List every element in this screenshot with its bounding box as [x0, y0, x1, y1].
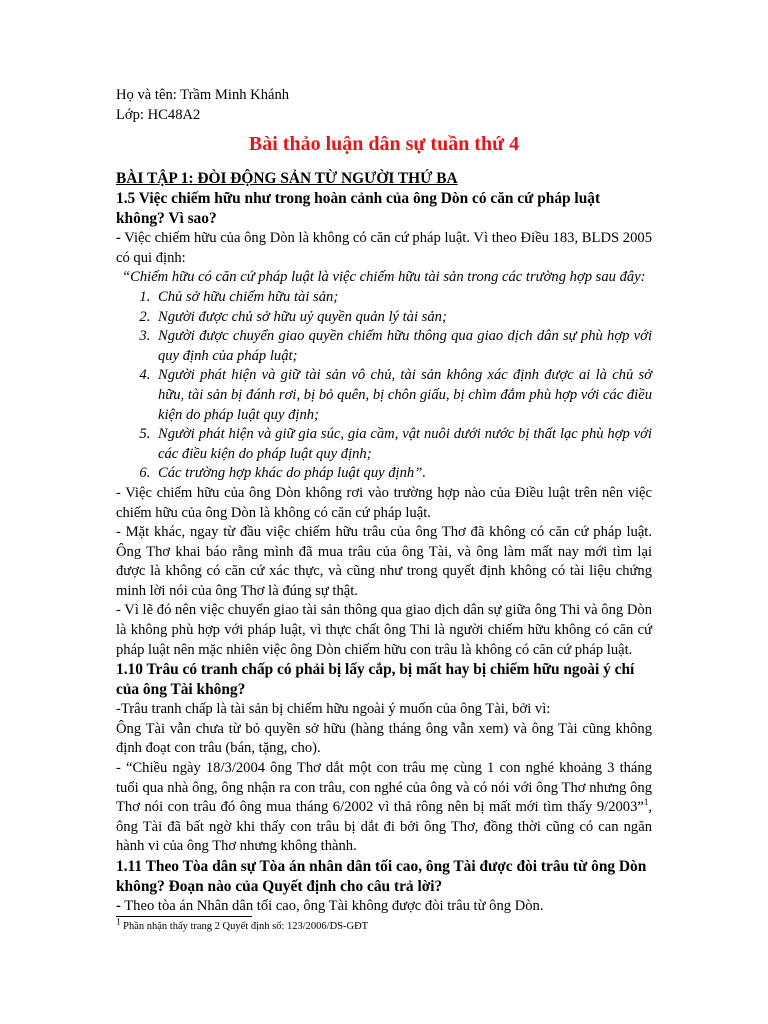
footnote-ref[interactable]: 1 [643, 797, 649, 808]
footnote-separator [116, 916, 252, 917]
paragraph: Ông Tài vẫn chưa từ bỏ quyền sở hữu (hàng tháng ông vẫn xem) và ông Tài cũng không định đoạt con trâu (bán, tặng, cho). [116, 720, 652, 757]
student-class: Lớp: HC48A2 [116, 106, 201, 123]
list-item: 6. Các trường hợp khác do pháp luật quy định”. [154, 464, 652, 484]
document-body [116, 86, 652, 917]
document-title: Bài thảo luận dân sự tuần thứ 4 [248, 133, 520, 156]
answer-1-5-intro [116, 229, 652, 268]
footnote-text: Phần nhận thấy trang 2 Quyết định số: 123/2006/DS-GĐT [120, 921, 369, 932]
paragraph-with-footnote [116, 759, 652, 857]
footnote-mark: 1 [116, 916, 121, 927]
student-name: Họ và tên: Trầm Minh Khánh [116, 87, 290, 103]
paragraph: -Trâu tranh chấp là tài sản bị chiếm hữu ngoài ý muốn của ông Tài, bởi vì: [116, 701, 551, 718]
question-1-5: 1.5 Việc chiếm hữu như trong hoàn cảnh của ông Dòn có căn cứ pháp luật không? Vì sao? [116, 190, 601, 228]
dash: - [116, 898, 121, 914]
law-quote-list [116, 288, 652, 484]
law-quote-lead: “Chiếm hữu có căn cứ pháp luật là việc chiếm hữu tài sản trong các trường hợp sau đây: [122, 269, 646, 286]
paragraph: - Việc chiếm hữu của ông Dòn không rơi vào trường hợp nào của Điều luật trên nên việc chiếm hữu của ông Dòn là không có căn cứ pháp luật. [116, 484, 652, 521]
list-item: 2. Người được chủ sở hữu uỷ quyền quản lý tài sản; [154, 308, 652, 328]
quote-text: - “Chiều ngày 18/3/2004 ông Thơ dắt một con trâu mẹ cùng 1 con nghé khoảng 3 tháng tuổi qua nhà ông, ông nhận ra con trâu, con nghé của ông và có nói với ông Thơ nhưng ông Thơ nói con trâu đó ông mua tháng 6/2002 vì thả rông nên bị mất mới tìm thấy 9/2003” [116, 760, 652, 816]
paragraph: - Vì lẽ đó nên việc chuyển giao tài sản thông qua giao dịch dân sự giữa ông Thi và ông Dòn là không phù hợp với pháp luật, vì thực chất ông Thi là người chiếm hữu không có căn cứ pháp luật nên mặc nhiên việc ông Dòn chiếm hữu con trâu là không có căn cứ pháp luật. [116, 602, 652, 658]
footnote [116, 916, 369, 934]
list-item: 3. Người được chuyển giao quyền chiếm hữu thông qua giao dịch dân sự phù hợp với quy định của pháp luật; [154, 327, 652, 366]
exercise-heading: BÀI TẬP 1: ĐÒI ĐỘNG SẢN TỪ NGƯỜI THỨ BA [116, 170, 458, 188]
paragraph-tail: , ông Tài đã bất ngờ khi thấy con trâu bị dắt đi bởi ông Thơ, đồng thời cũng có can ngăn hành vi của ông Thơ nhưng không thành. [116, 799, 652, 855]
answer-1-11 [116, 897, 652, 917]
list-item: 5. Người phát hiện và giữ gia súc, gia cầm, vật nuôi dưới nước bị thất lạc phù hợp với các điều kiện do pháp luật quy định; [154, 425, 652, 464]
list-item: 1. Chủ sở hữu chiếm hữu tài sản; [154, 288, 652, 308]
dash: - [116, 230, 121, 247]
list-item: 4. Người phát hiện và giữ tài sản vô chủ, tài sản không xác định được ai là chủ sở hữu, tài sản bị đánh rơi, bị bỏ quên, bị chôn giấu, bị chìm đắm phù hợp với các điều kiện do pháp luật quy định; [154, 366, 652, 425]
answer-text: Theo tòa án Nhân dân tối cao, ông Tài không được đòi trâu từ ông Dòn. [120, 898, 544, 914]
paragraph: - Mặt khác, ngay từ đầu việc chiếm hữu trâu của ông Thơ đã không có căn cứ pháp luật. Ông Thơ khai báo rằng mình đã mua trâu của ông Tài, và ông làm mất nay mới tìm lại được là không có căn cứ xác thực, và cũng như trong quyết định không có tài liệu chứng minh lời nói của ông Thơ là đúng sự thật. [116, 524, 652, 599]
intro-text: Việc chiếm hữu của ông Dòn là không có căn cứ pháp luật. Vì theo Điều 183, BLDS 2005 có qui định: [116, 230, 652, 266]
question-1-11: 1.11 Theo Tòa dân sự Tòa án nhân dân tối cao, ông Tài được đòi trâu từ ông Dòn không? Đoạn nào của Quyết định cho câu trả lời? [116, 858, 647, 895]
question-1-10: 1.10 Trâu có tranh chấp có phải bị lấy cắp, bị mất hay bị chiếm hữu ngoài ý chí của ông Tài không? [116, 661, 635, 699]
